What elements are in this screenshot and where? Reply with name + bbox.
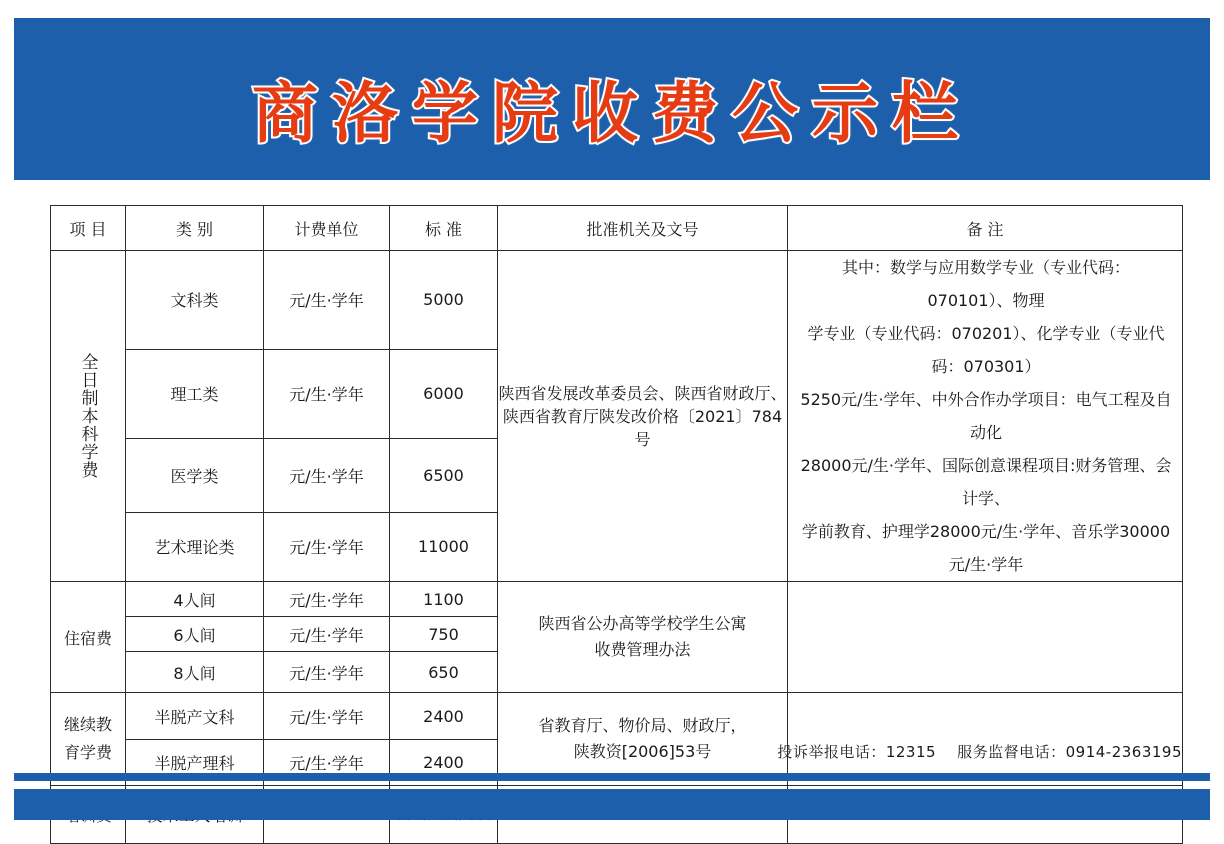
footer-stripe-thin [14,773,1210,781]
header-item: 项 目 [51,206,126,251]
page-title: 商洛学院收费公示栏 [252,75,972,152]
unit-cell: 元/生·学年 [264,251,390,350]
category-cell: 半脱产理科 [126,740,264,786]
header-standard: 标 准 [390,206,498,251]
continuing-label [51,693,126,786]
unit-cell: 元/生·学年 [264,652,390,693]
header-approval: 批准机关及文号 [498,206,788,251]
header-category: 类 别 [126,206,264,251]
header-row [51,206,1183,251]
standard-cell: 1100 [390,582,498,617]
unit-cell: 元/生·学年 [264,438,390,512]
continuing-label-line: 育学费 [63,743,112,762]
note-line: 其中：数学与应用数学专业（专业代码：070101）、物理 [841,258,1130,310]
continuing-label-line: 继续教 [63,715,112,734]
unit-cell: 元/生·学年 [264,349,390,438]
dorm-label: 住宿费 [51,582,126,693]
standard-cell: 2400 [390,740,498,786]
note-line: 5250元/生·学年、中外合作办学项目：电气工程及自动化 [800,390,1172,442]
category-cell: 文科类 [126,251,264,350]
unit-cell: 元/生·学年 [264,582,390,617]
category-cell: 4人间 [126,582,264,617]
category-cell: 医学类 [126,438,264,512]
unit-cell: 元/生·学年 [264,617,390,652]
category-cell: 理工类 [126,349,264,438]
complaint-hotline: 投诉举报电话：12315 服务监督电话：0914-2363195 [777,743,1182,761]
approval-line: 陕西省公办高等学校学生公寓 [538,614,747,633]
approval-line: 收费管理办法 [594,640,691,659]
note-line: 学前教育、护理学28000元/生·学年、音乐学30000元/生·学年 [801,522,1171,574]
table-row [51,251,1183,350]
approval-line: 省教育厅、物价局、财政厅， [538,716,747,735]
tuition-note [788,251,1183,582]
standard-cell: 750 [390,617,498,652]
tuition-label-cell [51,251,126,582]
dorm-approval [498,582,788,693]
approval-line: 陕西省发展改革委员会、陕西省财政厅、 [498,383,787,403]
standard-cell: 650 [390,652,498,693]
tuition-label: 全日制本科学费 [77,353,98,479]
category-cell: 8人间 [126,652,264,693]
approval-line: 陕西省教育厅陕发改价格〔2021〕784号 [502,406,783,449]
unit-cell: 元/生·学年 [264,512,390,581]
standard-cell: 6000 [390,349,498,438]
standard-cell: 5000 [390,251,498,350]
category-cell: 艺术理论类 [126,512,264,581]
standard-cell: 11000 [390,512,498,581]
category-cell: 半脱产文科 [126,693,264,740]
note-line: 28000元/生·学年、国际创意课程项目:财务管理、会计学、 [800,456,1172,508]
continuing-approval [498,693,788,786]
unit-cell: 元/生·学年 [264,693,390,740]
header-note: 备 注 [788,206,1183,251]
category-cell: 6人间 [126,617,264,652]
unit-cell: 元/生·学年 [264,740,390,786]
tuition-approval [498,251,788,582]
table-row [51,582,1183,617]
continuing-note [788,693,1183,786]
header-unit: 计费单位 [264,206,390,251]
standard-cell: 2400 [390,693,498,740]
note-line: 学专业（专业代码：070201）、化学专业（专业代码：070301） [807,324,1165,376]
standard-cell: 6500 [390,438,498,512]
footer-stripe-thick [14,789,1210,820]
dorm-note [788,582,1183,693]
table-row [51,693,1183,740]
approval-line: 陕教资[2006]53号 [573,742,712,761]
